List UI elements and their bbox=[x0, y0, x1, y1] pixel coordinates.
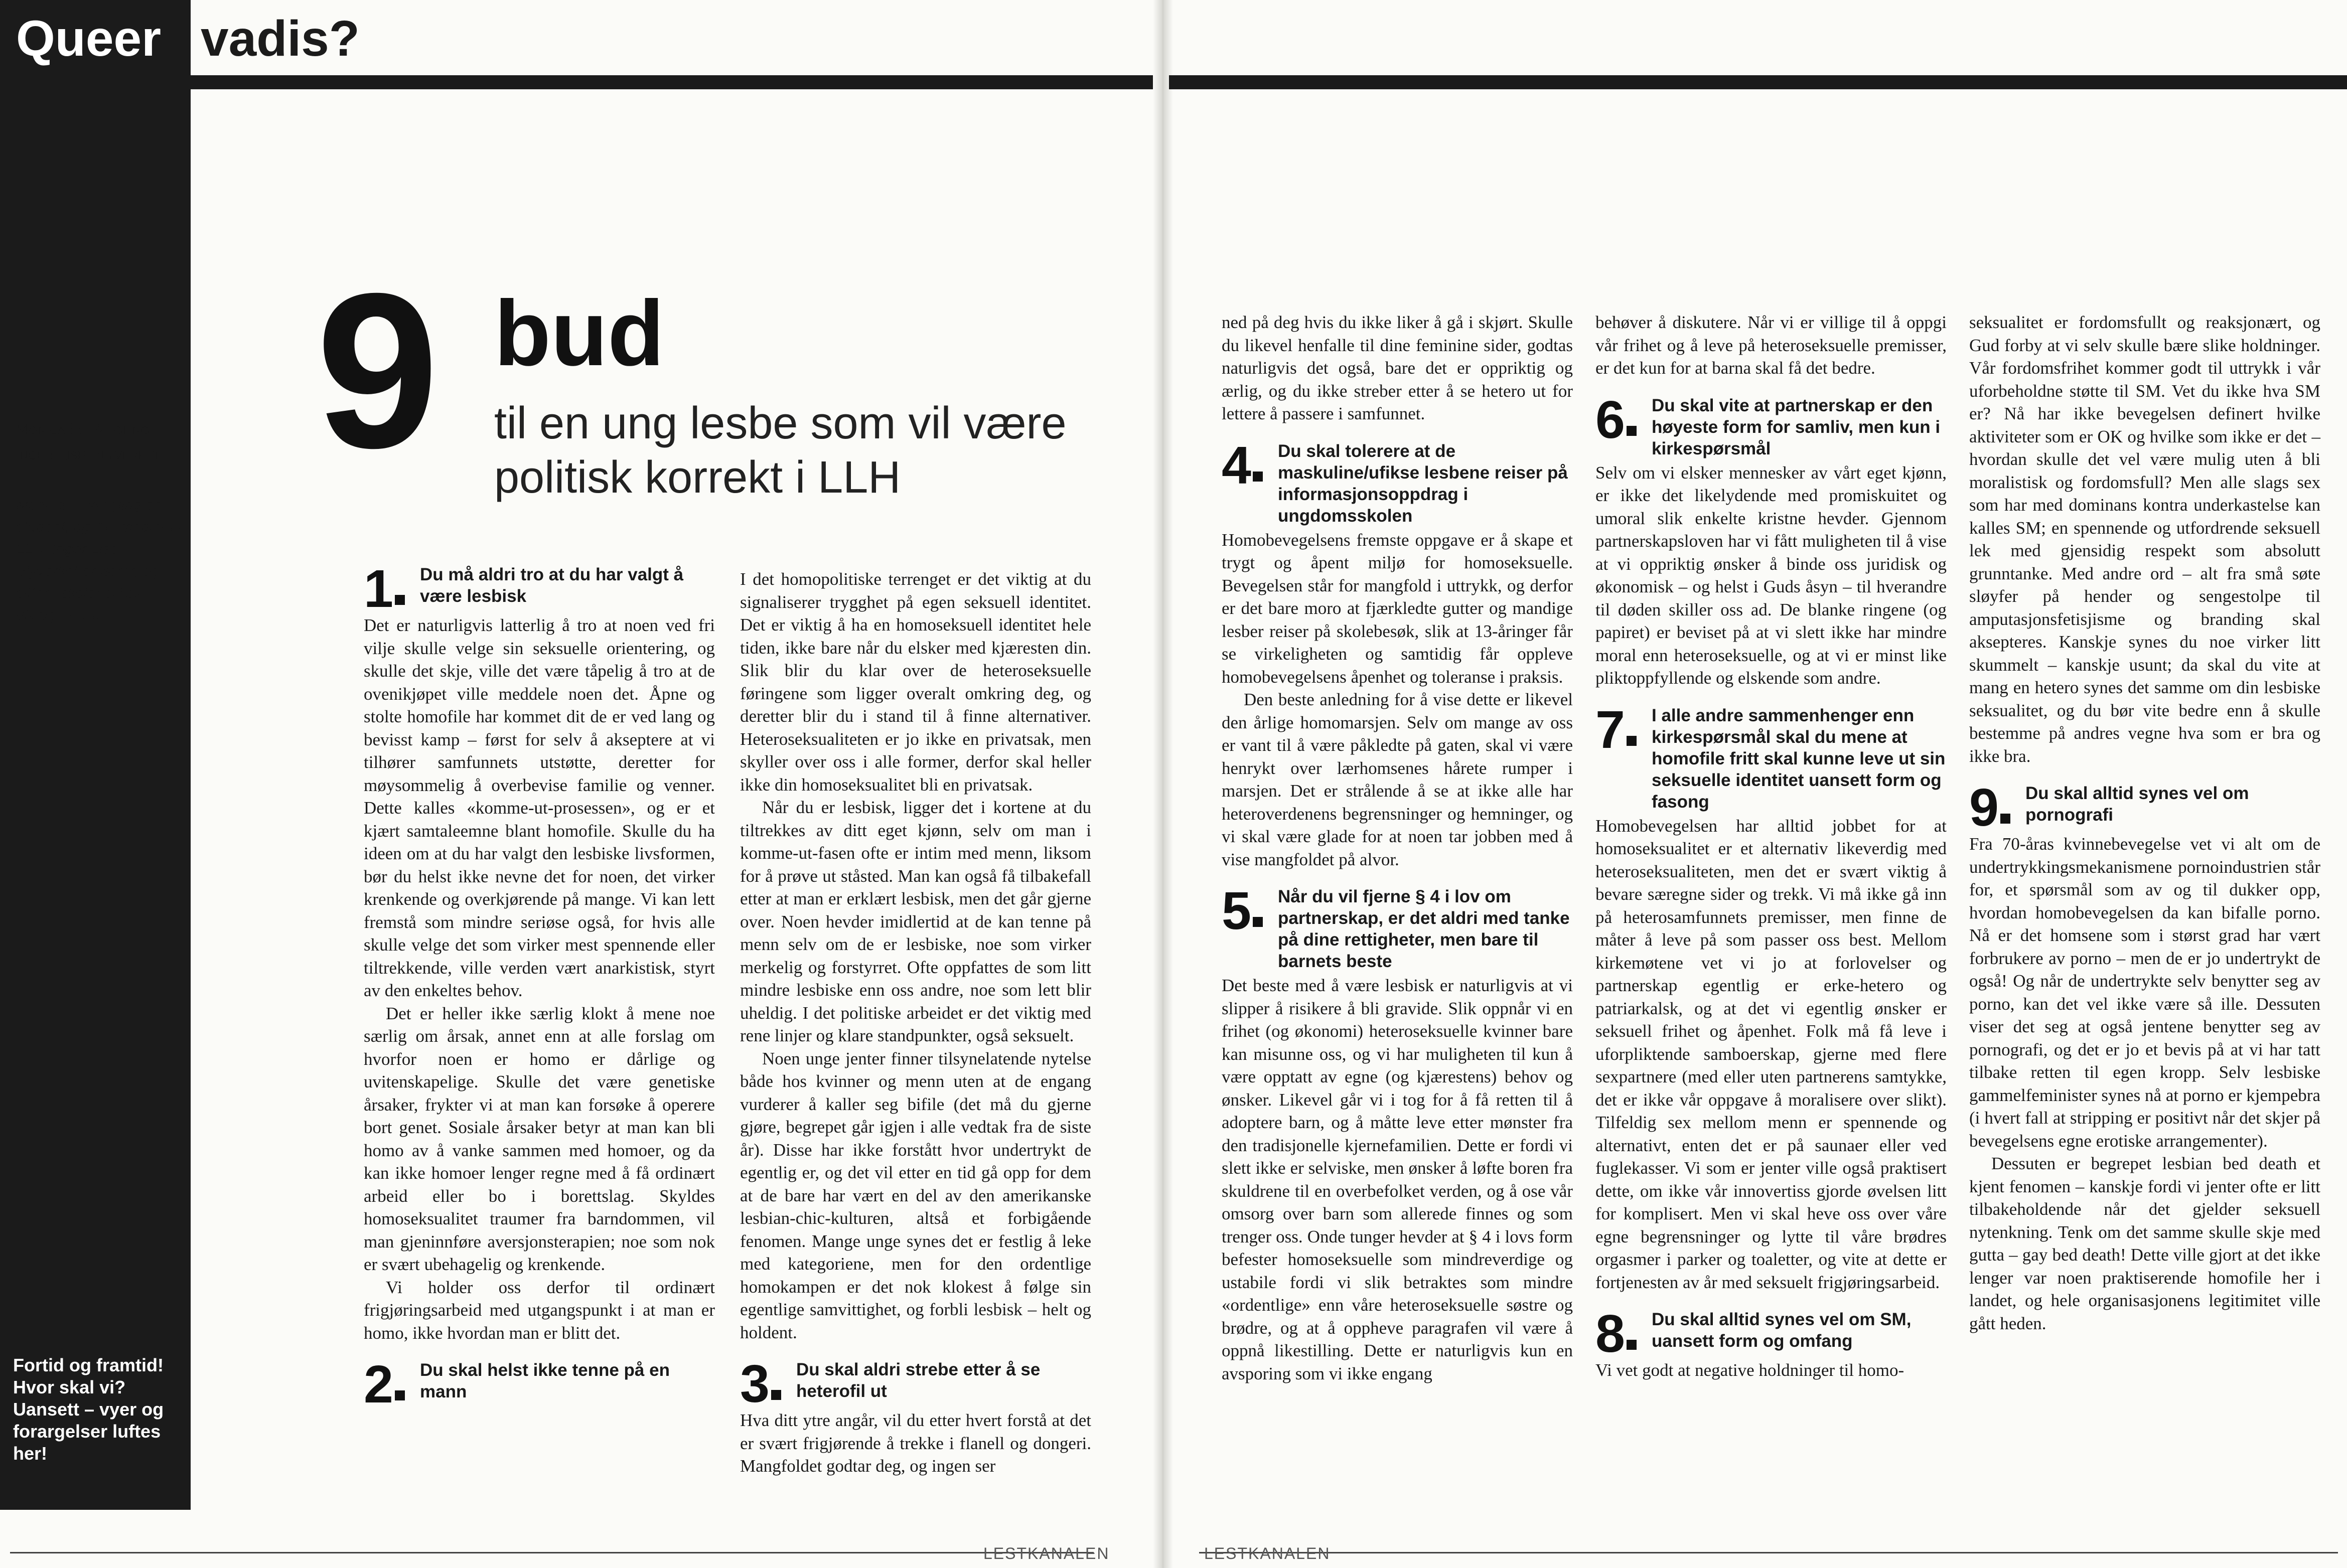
commandment-title: Du skal helst ikke tenne på en mann bbox=[420, 1360, 670, 1401]
number-dot bbox=[395, 1390, 405, 1400]
headline-subtitle: til en ung lesbe som vil være politisk korrekt i LLH bbox=[494, 398, 1067, 503]
number-dot bbox=[1253, 917, 1263, 927]
paragraph: Vi vet godt at negative holdninger til homo- bbox=[1595, 1360, 1904, 1380]
paragraph: Når du er lesbisk, ligger det i kortene at du tiltrekkes av ditt eget kjønn, selv om man i komme-ut-fasen ofte er intim med menn, liksom for å prøve ut ståsted. Man kan også få tilbakefall etter at man er erklært lesbisk, men det går gjerne over. Noen hevder imidlertid at de kan tenne på menn selv om de er lesbiske, noe som virker merkelig og forstyrret. Ofte oppfattes de som litt mindre lesbiske enn oss andre, noe som lett blir uheldig. I det politiske arbeidet er det viktig med rene linjer og klare standpunkter, også seksuelt. bbox=[740, 798, 1091, 1045]
commandment-number: 1 bbox=[364, 559, 393, 618]
author-bio: Monica E. Wegling er student, og AU-medlem i LLH. Inger Lise Blyverket er lærer, og sitter i skolepolitisk utvalg i LLH. bbox=[16, 497, 182, 623]
number-dot bbox=[2000, 814, 2010, 824]
commandment-5 bbox=[1222, 881, 1573, 972]
commandment-title: Du skal vite at partnerskap er den høyeste form for samliv, men kun i kirkespørsmål bbox=[1652, 395, 1941, 458]
headline-bud: bud bbox=[494, 282, 665, 385]
paragraph: Hva ditt ytre angår, vil du etter hvert forstå at det er svært frigjørende å trekke i flanell og dongeri. Mangfoldet godtar deg, og ingen ser bbox=[740, 1410, 1091, 1476]
commandment-number: 8 bbox=[1595, 1304, 1625, 1363]
footer-rule-right bbox=[1199, 1552, 2338, 1553]
commandment-title: I alle andre sammenhenger enn kirkespørsmål skal du mene at homofile fritt skal kunne leve ut sin seksuelle identitet uansett form og fasong bbox=[1652, 705, 1946, 812]
commandment-number: 7 bbox=[1595, 700, 1625, 759]
left-sidebar-band bbox=[0, 65, 191, 1510]
commandment-title: Når du vil fjerne § 4 i lov om partnerskap, er det aldri med tanke på dine rettigheter, men bare til barnets beste bbox=[1278, 887, 1570, 971]
commandment-title: Du må aldri tro at du har valgt å være lesbisk bbox=[420, 565, 684, 606]
paragraph: seksualitet er fordomsfullt og reaksjonært, og Gud forby at vi selv skulle bære slike holdninger. Vår fordomsfrihet kommer godt til uttrykk i vår uforbeholdne støtte til SM. Vet du ikke hva SM er? Nå har ikke bevegelsen definert hvilke aktiviteter som er OK og hvilke som ikke er det – hvordan skulle det vel være mulig uten å bli moralistisk og fordomsfull? Men alle slags sex som har med dominans kontra underkastelse kan kalles SM; en spennende og utfordrende seksuell lek med gjensidig respekt som absolutt grunntanke. Med andre ord – alt fra små søte sløyfer på hender og sengestolpe til amputasjonsfetisjisme og branding skal aksepteres. Kanskje synes du noe virker litt skummelt – kanskje usunt; da skal du vite at mang en hetero synes det samme om din lesbiske seksualitet, og du bør vite bedre enn å skulle bestemme på andres vegne hva som er bra og ikke bra. bbox=[1969, 312, 2320, 766]
commandment-title: Du skal alltid synes vel om SM, uansett form og omfang bbox=[1652, 1310, 1912, 1351]
footer-rule-left bbox=[10, 1552, 1094, 1553]
commandment-number: 9 bbox=[1969, 778, 1999, 837]
commandment-2 bbox=[364, 1355, 715, 1414]
paragraph: Det beste med å være lesbisk er naturligvis at vi slipper å risikere å bli gravide. Slik oppnår vi en frihet (og økonomi) heteroseksuelle kvinner bare kan misunne oss, og vi har muligheten til kun å være opptatt av egne (og kjærestens) behov og ønsker. Likevel går vi i tog for å få retten til å adoptere barn, og å måtte leve etter mønster fra den tradisjonelle kjernefamilien. Dette er fordi vi slett ikke er selviske, men ønsker å løfte boren fra skuldrene til en overbefolket verden, og å ose vår omsorg over barn som allerede finnes og som trenger oss. Onde tunger hevder at § 4 i lovs form befester homoseksuelle som mindreverdige og ustabile fordi vi slik betraktes som mindre «ordentlige» enn våre heteroseksuelle søstre og brødre, og at å oppheve paragrafen vil være å oppnå likestilling. Dette er naturligvis kun en avsporing som vi ikke engang bbox=[1222, 976, 1573, 1383]
commandment-number: 5 bbox=[1222, 881, 1251, 940]
author-2: Inger Lise Blyverket bbox=[15, 444, 161, 463]
commandment-9 bbox=[1969, 778, 2320, 837]
paragraph: Dessuten er begrepet lesbian bed death et kjent fenomen – kanskje fordi vi jenter ofte er litt tilbakeholdende når det gjelder seksuell nytenkning. Tenk om det samme skulle skje med gutta – gay bed death! Dette ville gjort at det ikke lenger var noen praktiserende homofile her i landet, og hele organisasjonens legitimitet ville gått heden. bbox=[1969, 1154, 2320, 1333]
commandment-8 bbox=[1595, 1304, 1947, 1363]
commandment-title: Du skal tolerere at de maskuline/ufikse lesbene reiser på informasjonsoppdrag i ungdomsskolen bbox=[1278, 441, 1568, 526]
commandment-1 bbox=[364, 559, 715, 618]
text-column-5 bbox=[1969, 311, 2320, 1335]
author-1: Monica E. Wegling bbox=[15, 419, 150, 438]
commandment-3 bbox=[740, 1354, 1091, 1414]
text-column-1 bbox=[364, 559, 715, 1414]
number-dot bbox=[1627, 736, 1637, 746]
text-column-2 bbox=[740, 568, 1091, 1478]
commandment-number: 3 bbox=[740, 1354, 770, 1414]
sidebar-note: Fortid og framtid! Hvor skal vi? Uansett – vyer og forargelser luftes her! bbox=[13, 1355, 164, 1464]
number-dot bbox=[1627, 426, 1637, 436]
footer-folio-right: LESTKANALEN bbox=[1204, 1544, 1331, 1562]
author-byline bbox=[15, 416, 181, 466]
commandment-4 bbox=[1222, 435, 1573, 527]
header-title-vadis: vadis? bbox=[201, 11, 360, 67]
paragraph: Homobevegelsen har alltid jobbet for at homoseksualitet er et alternativ likeverdig med heteroseksualiteten, men det er svært viktig å bevare særegne sider og trekk. Vi må ikke gå inn på heterosamfunnets premisser, men finne de måter å leve på som passer oss best. Mellom kirkemøtene vet vi jo at forlovelser og partnerskap egentlig er erke-hetero og patriarkalsk, og at det vi egentlig ønsker er seksuell frihet og åpenhet. Folk må få leve i uforpliktende samboerskap, gjerne med flere sexpartnere (med eller uten partnerens samtykke, det er ikke vår oppgave å moralisere over slikt). Tilfeldig sex mellom menn er spennende og alternativt, enten det er på saunaer eller ved fuglekasser. Vi som er jenter ville også praktisert dette, om ikke vår innovertiss gjorde øvelsen litt for komplisert. Men vi skal heve oss over våre egne begrensninger og lytte til våre brødres orgasmer i parker og toaletter, og vite at dette er fortjenesten av år med seksuelt frigjøringsarbeid. bbox=[1595, 816, 1947, 1292]
commandment-title: Du skal alltid synes vel om pornografi bbox=[2025, 783, 2249, 825]
header-rule-left bbox=[191, 75, 1153, 89]
paragraph: I det homopolitiske terrenget er det viktig at du signaliserer trygghet på egen seksuell identitet. Det er viktig å ha en homoseksuell identitet hele tiden, ikke bare når du elsker med kjæresten din. Slik blir du klar over de heteroseksuelle føringene som ligger overalt omkring deg, og deretter blir du i stand til å finne alternativer. Heteroseksualiteten er jo ikke en privatsak, men skyller over oss i alle former, derfor skal heller ikke din homoseksualitet bli en privatsak. bbox=[740, 569, 1091, 795]
paragraph: Det er heller ikke særlig klokt å mene noe særlig om årsak, annet enn at alle forslag om hvorfor noen er homo er dårlige og uvitenskapelige. Skulle det være genetiske årsaker, frykter vi at man kan forsøke å operere bort genet. Sosiale årsaker betyr at man kan bli homo av å vanke sammen med homoer, og da kan ikke homoer lenger regne med å få ordinært arbeid eller bo i borettslag. Skyldes homoseksualitet traumer fra barndommen, vil man gjeninnføre aversjonsterapien; noe som nok er svært ubehagelig og krenkende. bbox=[364, 1003, 715, 1274]
page-gutter bbox=[1153, 0, 1173, 1568]
header-title-queer: Queer bbox=[16, 11, 162, 67]
text-column-3 bbox=[1222, 311, 1573, 1385]
number-dot bbox=[771, 1390, 781, 1400]
paragraph: Selv om vi elsker mennesker av vårt eget kjønn, er ikke det likelydende med promiskuitet og umoral slik enkelte kristne hevder. Gjennom partnerskapsloven har vi fått muligheten til å vise at vi oppriktig ønsker å binde oss juridisk og økonomisk – og helst i Guds åsyn – til hverandre til døden skiller oss ad. De blanke ringene (og papiret) er beviset på at vi slett ikke har mindre moral enn heteroseksuelle, og at vi er minst like pliktoppfyllende og elskende som andre. bbox=[1595, 462, 1947, 688]
paragraph: Homobevegelsens fremste oppgave er å skape et trygt og åpent miljø for homoseksuelle. Bevegelsen står for mangfold i uttrykk, og derfor er det bare moro at fjærkledte gutter og mandige lesber reiser på skolebesøk, slik at 13-åringer får se virkeligheten og samtidig får oppleve homobevegelsens åpenhet og toleranse i praksis. bbox=[1222, 530, 1573, 687]
commandment-number: 4 bbox=[1222, 435, 1251, 495]
paragraph: Fra 70-åras kvinnebevegelse vet vi alt om de undertrykkingsmekanismene pornoindustrien står for, et spørsmål som av og til dukker opp, hvordan homobevegelsen da kan bifalle porno. Nå er det homsene som i størst grad har vært forbrukere av porno – men de er jo undertrykt de også! Og når de undertrykte selv benytter seg av porno, kan det vel ikke være så ille. Dessuten viser det seg at også jentene benytter seg av pornografi, og det er jo et bevis på at vi har tatt tilbake retten til egen kropp. Selv lesbiske gammelfeminister synes nå at porno er kjempebra (i hvert fall at stripping er positivt når det skjer på bevegelsens egne erotiske arrangementer). bbox=[1969, 834, 2320, 1151]
header-rule-right bbox=[1169, 75, 2347, 89]
commandment-number: 2 bbox=[364, 1355, 393, 1414]
commandment-6 bbox=[1595, 390, 1947, 459]
paragraph: behøver å diskutere. Når vi er villige til å oppgi vår frihet og å leve på heteroseksuelle premisser, er det kun for at barna skal få det bedre. bbox=[1595, 312, 1947, 378]
commandment-title: Du skal aldri strebe etter å se heterofil ut bbox=[796, 1360, 1041, 1401]
number-dot bbox=[1253, 472, 1263, 482]
footer-folio-left: LESTKANALEN bbox=[983, 1544, 1110, 1562]
text-column-4 bbox=[1595, 311, 1947, 1382]
paragraph: Vi holder oss derfor til ordinært frigjøringsarbeid med utgangspunkt i at man er homo, ikke hvordan man er blitt det. bbox=[364, 1277, 715, 1343]
commandment-number: 6 bbox=[1595, 390, 1625, 449]
paragraph: Noen unge jenter finner tilsynelatende nytelse både hos kvinner og menn uten at de engang vurderer å kaller seg bifile (det må du gjerne gjøre, begrepet går igjen i alle vedtak fra de siste år). Disse har ikke forstått hvor undertrykt de egentlig er, og det vil etter en tid gå opp for dem at de bare har vært en del av den amerikanske lesbian-chic-kulturen, altså et forbigående fenomen. Mange unge synes det er festlig å leke med kategoriene, men for den ordentlige homokampen er det nok klokest å følge sin egentlige samvittighet, og forbli lesbisk – helt og holdent. bbox=[740, 1048, 1091, 1342]
commandment-7 bbox=[1595, 700, 1947, 813]
headline-number: 9 bbox=[316, 248, 429, 494]
paragraph: ned på deg hvis du ikke liker å gå i skjørt. Skulle du likevel henfalle til dine feminine sider, godtas naturligvis det også, bare det er oppriktig og ærlig, og du ikke streber etter å se hetero ut for lettere å passere i samfunnet. bbox=[1222, 312, 1573, 423]
number-dot bbox=[395, 595, 405, 605]
number-dot bbox=[1627, 1340, 1637, 1350]
paragraph: Den beste anledning for å vise dette er likevel den årlige homomarsjen. Selv om mange av oss er vant til å være påkledte på gaten, skal vi være henrykt over lærhomsenes hårete rumper i marsjen. Det er strålende å se at ikke alle har heteroverdenens begrensninger og hemninger, og vi skal være glade for at noen tar jobben med å vise mangfoldet på alvor. bbox=[1222, 690, 1573, 869]
paragraph: Det er naturligvis latterlig å tro at noen ved fri vilje skulle velge sin seksuelle orientering, og skulle det skje, ville det være tåpelig å tro at de ovenikjøpet ville meddele noen det. Åpne og stolte homofile har kommet dit de er ved lang og bevisst kamp – først for selv å akseptere at vi tilhører samfunnets utstøtte, deretter for møysommelig å overbevise familie og venner. Dette kalles «komme-ut-prosessen», og er et kjært samtaleemne blant homofile. Skulle du ha ideen om at du har valgt den lesbiske livsformen, bør du helst ikke nevne det for noen, det virker krenkende og overkjørende på mange. Vi kan lett fremstå som mindre seriøse også, for hvis alle skulle velge det som virker mest spennende eller tiltrekkende, ville verden vært anarkistisk, styrt av den enkeltes behov. bbox=[364, 615, 715, 1000]
